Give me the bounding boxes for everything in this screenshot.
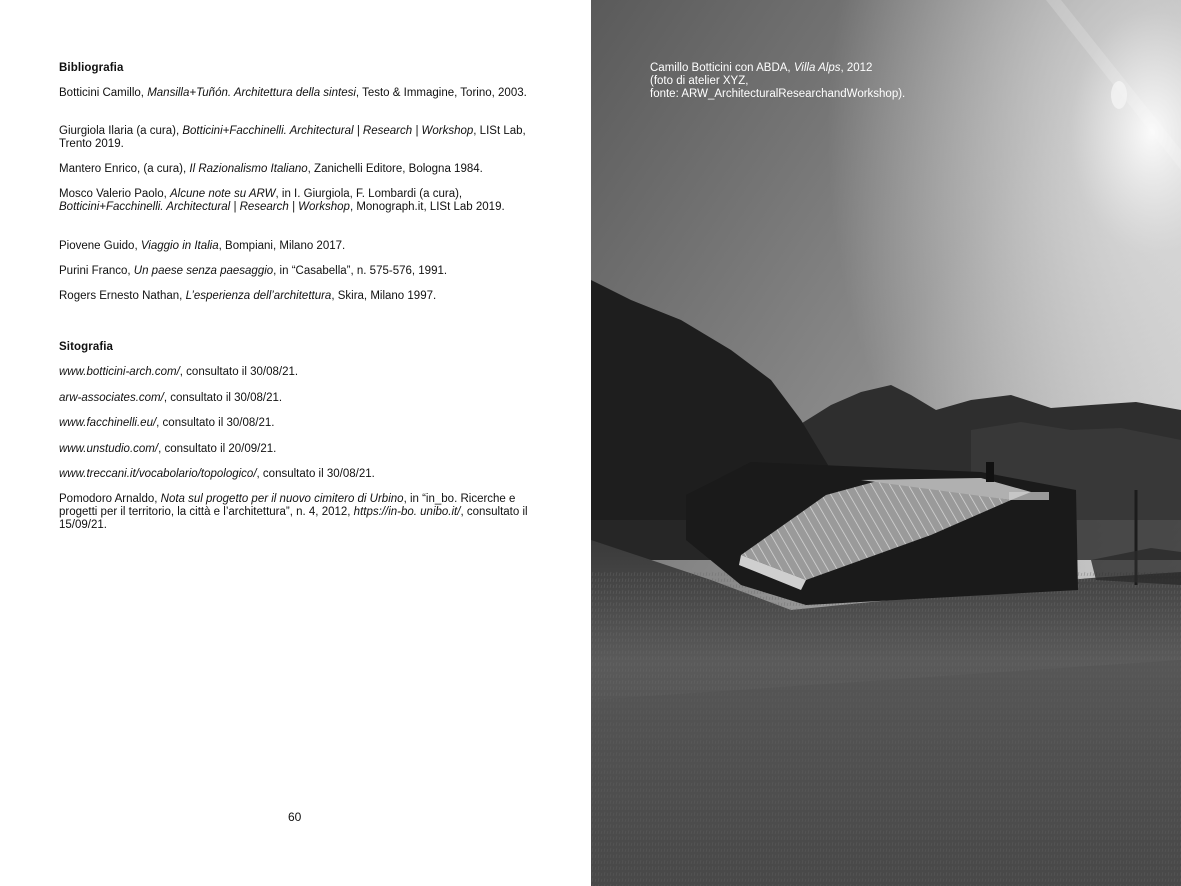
photo-caption xyxy=(650,62,950,101)
entry-details: , Skira, Milano 1997. xyxy=(331,290,437,302)
entry-title: Viaggio in Italia xyxy=(140,240,219,252)
sitography-entry xyxy=(59,417,534,430)
entry-author: Piovene Guido, xyxy=(59,240,141,252)
bibliography-entry xyxy=(59,125,534,151)
bibliography-entry xyxy=(59,240,534,253)
site-url: www.facchinelli.eu/ xyxy=(59,417,157,429)
sitography-heading: Sitografia xyxy=(59,341,114,353)
entry-title: Un paese senza paesaggio xyxy=(133,265,274,277)
bibliography-entry xyxy=(59,290,534,303)
bibliography-entry xyxy=(59,265,534,278)
entry-details: , in I. Giurgiola, F. Lombardi (a cura), xyxy=(275,188,463,200)
entry-details: , in “Casabella”, n. 575-576, 1991. xyxy=(273,265,448,277)
caption-year: , 2012 xyxy=(840,62,873,74)
entry-author: Mosco Valerio Paolo, xyxy=(59,188,171,200)
site-consulted: , consultato il 30/08/21. xyxy=(179,366,299,378)
sitography-entry xyxy=(59,366,534,379)
caption-title: Villa Alps xyxy=(793,62,841,74)
site-consulted: , consultato il 15/09/21. xyxy=(59,506,528,531)
villa-photo xyxy=(591,0,1181,886)
caption-line-3: fonte: ARW_ArchitecturalResearchandWorkshop). xyxy=(650,88,906,100)
entry-title: Alcune note su ARW xyxy=(170,188,276,200)
chimney xyxy=(986,462,994,482)
sitography-entry xyxy=(59,468,534,481)
bibliography-entry xyxy=(59,87,534,100)
caption-line-2: (foto di atelier XYZ, xyxy=(650,75,749,87)
site-url: www.botticini-arch.com/ xyxy=(59,366,180,378)
site-url: www.unstudio.com/ xyxy=(59,443,159,455)
sitography-entry-article xyxy=(59,493,534,532)
entry-author: Giurgiola Ilaria (a cura), xyxy=(59,125,183,137)
right-page xyxy=(591,0,1181,886)
bibliography-entry xyxy=(59,188,534,214)
site-url: https://in-bo. unibo.it/ xyxy=(353,506,461,518)
villa-building xyxy=(686,462,1078,605)
entry-author: Botticini Camillo, xyxy=(59,87,148,99)
entry-title: Botticini+Facchinelli. Architectural | Research | Workshop xyxy=(182,125,474,137)
entry-author: Rogers Ernesto Nathan, xyxy=(59,290,186,302)
site-consulted: , consultato il 30/08/21. xyxy=(256,468,375,480)
entry-details: , in “in_bo. Ricerche e progetti per il territorio, la città e l’architettura”, n. 4, 2012, xyxy=(59,493,516,518)
sitography-entry xyxy=(59,392,534,405)
entry-author: Pomodoro Arnaldo, xyxy=(59,493,161,505)
entry-details: , Zanichelli Editore, Bologna 1984. xyxy=(307,163,483,175)
entry-title: Il Razionalismo Italiano xyxy=(189,163,308,175)
entry-author: Mantero Enrico, (a cura), xyxy=(59,163,190,175)
caption-line-1 xyxy=(650,62,950,75)
site-url: arw-associates.com/ xyxy=(59,392,164,404)
entry-details: , Testo & Immagine, Torino, 2003. xyxy=(355,87,527,99)
entry-author: Purini Franco, xyxy=(59,265,134,277)
lens-flare xyxy=(1111,81,1127,109)
entry-title: Mansilla+Tuñón. Architettura della sintesi xyxy=(147,87,356,99)
bibliography-entry xyxy=(59,163,534,176)
caption-author: Camillo Botticini con ABDA, xyxy=(650,62,794,74)
entry-details: , LISt Lab, Trento 2019. xyxy=(59,125,526,150)
site-url: www.treccani.it/vocabolario/topologico/ xyxy=(59,468,257,480)
sitography-entry xyxy=(59,443,534,456)
entry-book-title: Botticini+Facchinelli. Architectural | Research | Workshop xyxy=(59,201,350,213)
entry-publisher: , Monograph.it, LISt Lab 2019. xyxy=(349,201,505,213)
entry-details: , Bompiani, Milano 2017. xyxy=(218,240,346,252)
site-consulted: , consultato il 30/08/21. xyxy=(163,392,283,404)
site-consulted: , consultato il 20/09/21. xyxy=(158,443,277,455)
page-number: 60 xyxy=(288,810,302,824)
entry-title: L’esperienza dell’architettura xyxy=(185,290,332,302)
site-consulted: , consultato il 30/08/21. xyxy=(156,417,275,429)
bibliography-heading: Bibliografia xyxy=(59,62,124,74)
entry-title: Nota sul progetto per il nuovo cimitero di Urbino xyxy=(160,493,404,505)
